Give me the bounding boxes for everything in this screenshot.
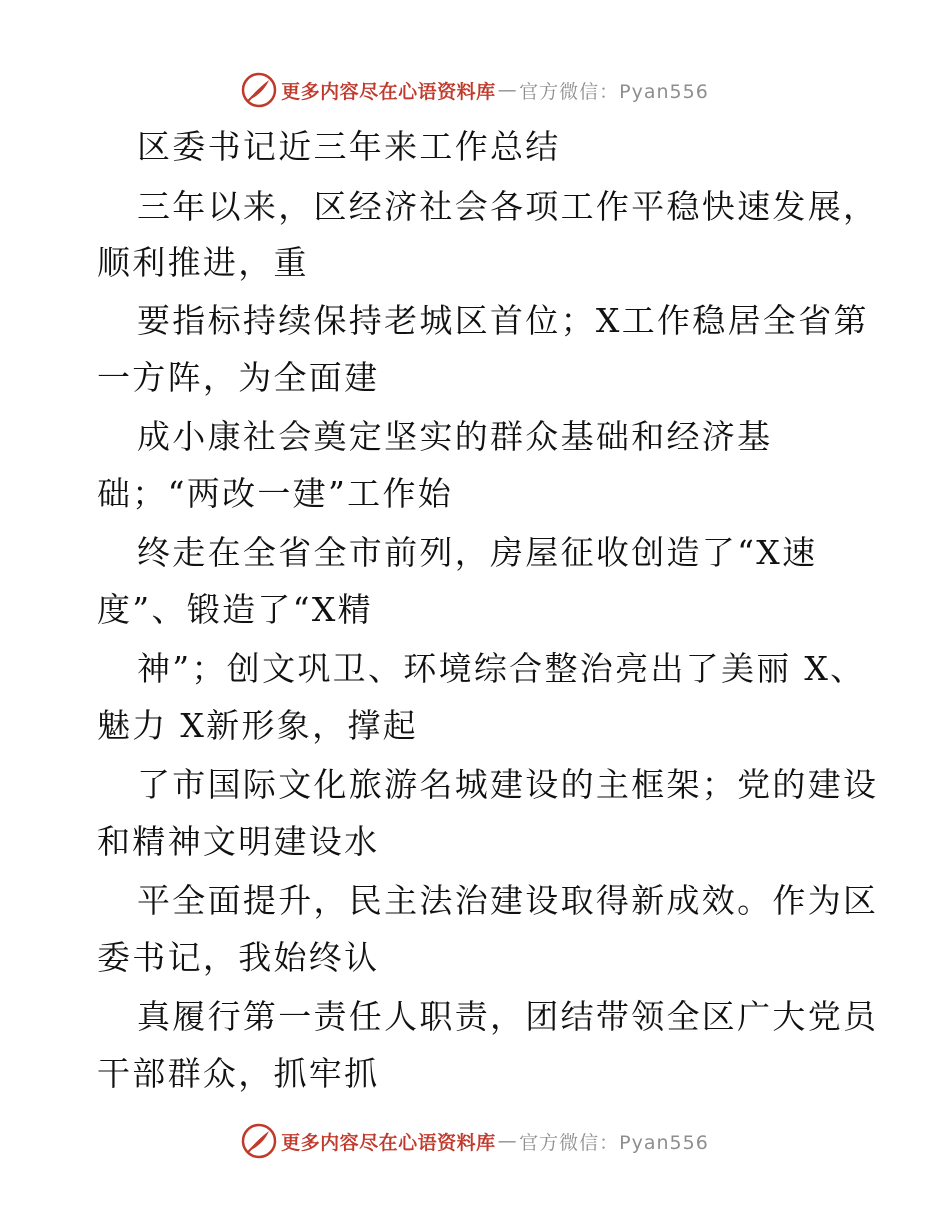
text-line: 平全面提升，民主法治建设取得新成效。作为区 [137, 881, 879, 920]
footer-watermark-banner [0, 1121, 950, 1161]
banner-contact-text: 官方微信：Pyan556 [519, 80, 709, 103]
text-line: 干部群众，抓牢抓 [97, 1054, 380, 1093]
text-line: 顺利推进，重 [97, 243, 309, 282]
banner-separator: — [497, 1130, 518, 1152]
banner-separator: — [497, 79, 518, 101]
text-line: 要指标持续保持老城区首位；X工作稳居全省第 [137, 301, 869, 340]
text-line: 终走在全省全市前列，房屋征收创造了“X速 [137, 533, 818, 572]
banner-brand-text: 更多内容尽在心语资料库 [281, 1131, 496, 1154]
text-line: 一方阵，为全面建 [97, 358, 380, 397]
text-line: 魅力 X新形象，撑起 [97, 706, 418, 745]
text-line: 成小康社会奠定坚实的群众基础和经济基 [137, 417, 773, 456]
banner-contact-text: 官方微信：Pyan556 [519, 1131, 709, 1154]
text-line: 三年以来，区经济社会各项工作平稳快速发展， [137, 187, 879, 226]
text-line: 委书记，我始终认 [97, 938, 380, 977]
document-title: 区委书记近三年来工作总结 [137, 127, 561, 166]
text-line: 础；“两改一建”工作始 [97, 474, 454, 513]
text-line: 真履行第一责任人职责，团结带领全区广大党员 [137, 997, 879, 1036]
text-line: 和精神文明建设水 [97, 822, 380, 861]
text-line: 了市国际文化旅游名城建设的主框架；党的建设 [137, 765, 879, 804]
text-line: 神”；创文巩卫、环境综合整治亮出了美丽 X、 [137, 649, 866, 688]
text-line: 度”、锻造了“X精 [97, 590, 373, 629]
banner-brand-text: 更多内容尽在心语资料库 [281, 80, 496, 103]
quill-pen-logo-icon [241, 1123, 277, 1159]
